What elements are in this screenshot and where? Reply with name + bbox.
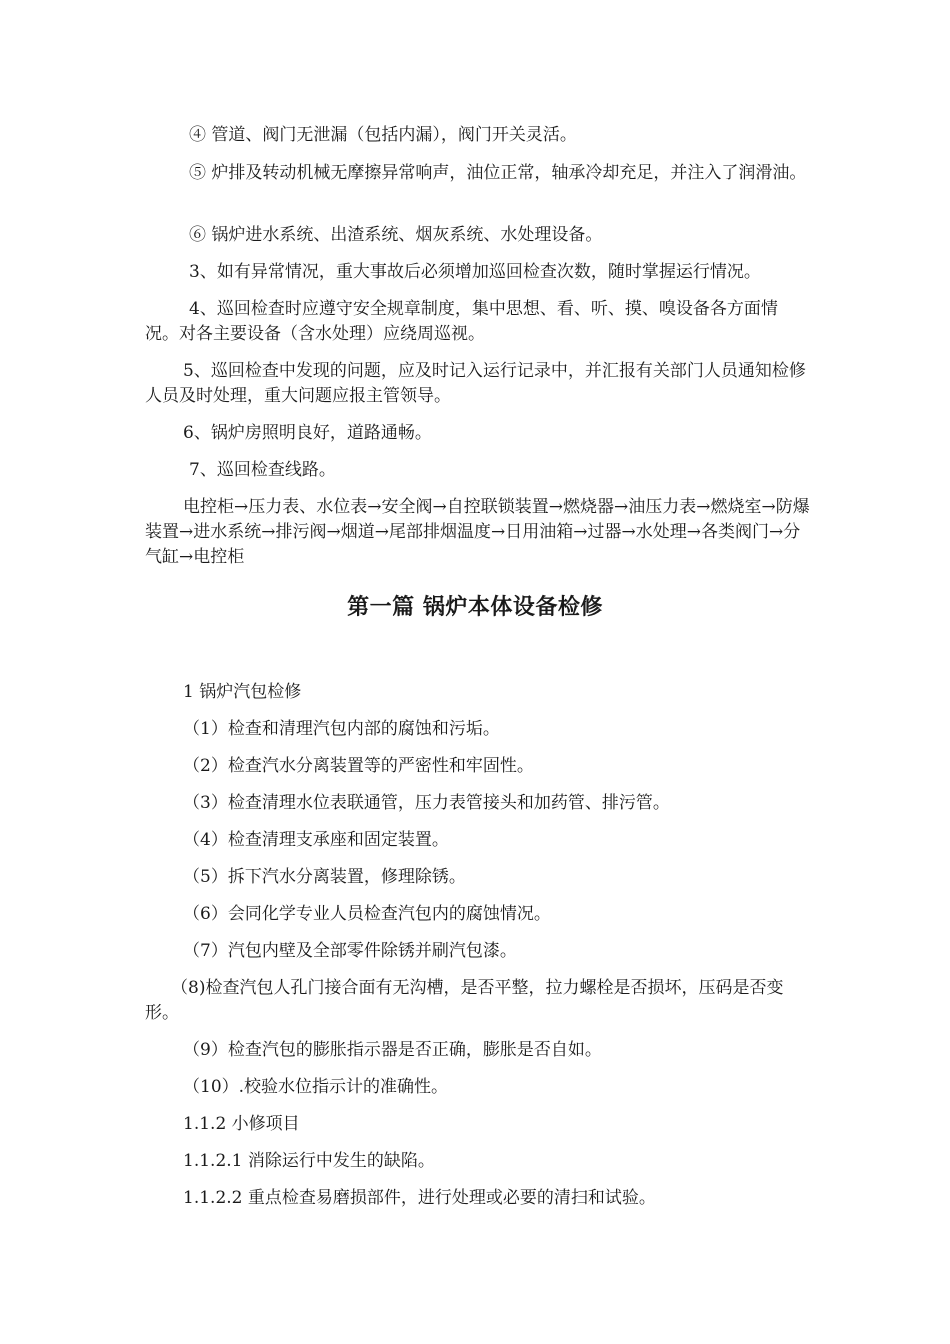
paragraph-item-4: ④ 管道、阀门无泄漏（包括内漏），阀门开关灵活。 <box>189 125 577 145</box>
paragraph-point-6: 6、锅炉房照明良好，道路通畅。 <box>183 423 432 443</box>
list-item: （8)检查汽包人孔门接合面有无沟槽，是否平整，拉力螺栓是否损坏，压码是否变形。 <box>145 978 784 1023</box>
paragraph-point-3: 3、如有异常情况，重大事故后必须增加巡回检查次数，随时掌握运行情况。 <box>189 262 761 282</box>
list-item: （2）检查汽水分离装置等的严密性和牢固性。 <box>183 756 534 776</box>
list-item: （7）汽包内壁及全部零件除锈并刷汽包漆。 <box>183 941 517 961</box>
list-item: （6）会同化学专业人员检查汽包内的腐蚀情况。 <box>183 904 551 924</box>
subsection-title: 1 锅炉汽包检修 <box>183 682 302 702</box>
list-item: （5）拆下汽水分离装置，修理除锈。 <box>183 867 466 887</box>
list-item: （10）.校验水位指示计的准确性。 <box>183 1077 449 1097</box>
paragraph-item-6: ⑥ 锅炉进水系统、出渣系统、烟灰系统、水处理设备。 <box>189 225 603 245</box>
list-item: （4）检查清理支承座和固定装置。 <box>183 830 449 850</box>
paragraph-point-4: 4、巡回检查时应遵守安全规章制度，集中思想、看、听、摸、嗅设备各方面情况。对各主要设备（含水处理）应绕周巡视。 <box>145 299 778 344</box>
inspection-route: 电控柜→压力表、水位表→安全阀→自控联锁装置→燃烧器→油压力表→燃烧室→防爆装置→进水系统→排污阀→烟道→尾部排烟温度→日用油箱→过器→水处理→各类阀门→分气缸→电控柜 <box>145 497 810 567</box>
paragraph-point-7: 7、巡回检查线路。 <box>189 460 336 480</box>
paragraph-point-5: 5、巡回检查中发现的问题，应及时记入运行记录中，并汇报有关部门人员通知检修人员及时处理，重大问题应报主管领导。 <box>145 361 806 406</box>
list-item: （1）检查和清理汽包内部的腐蚀和污垢。 <box>183 719 500 739</box>
subsection-title: 1.1.2 小修项目 <box>183 1114 300 1134</box>
list-item: （9）检查汽包的膨胀指示器是否正确，膨胀是否自如。 <box>183 1040 602 1060</box>
list-item: （3）检查清理水位表联通管，压力表管接头和加药管、排污管。 <box>183 793 670 813</box>
paragraph-item-5: ⑤ 炉排及转动机械无摩擦异常响声，油位正常，轴承冷却充足，并注入了润滑油。 <box>189 163 807 183</box>
list-item: 1.1.2.2 重点检查易磨损部件，进行处理或必要的清扫和试验。 <box>183 1188 656 1208</box>
section-heading: 第一篇 锅炉本体设备检修 <box>347 595 603 620</box>
list-item: 1.1.2.1 消除运行中发生的缺陷。 <box>183 1151 435 1171</box>
